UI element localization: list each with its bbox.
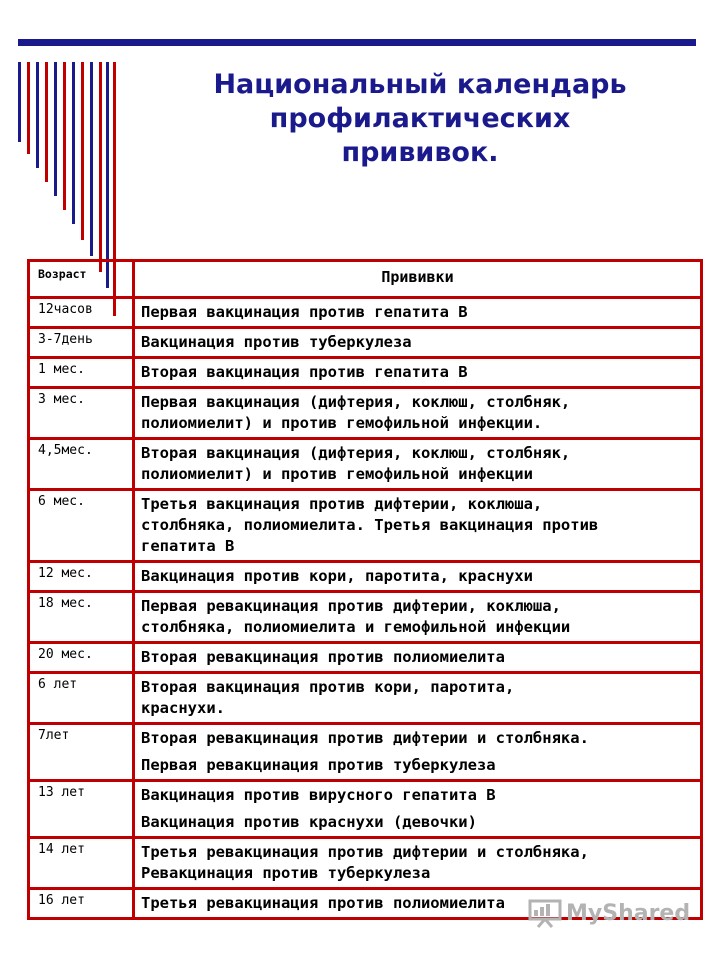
row-vaccination [134,838,702,889]
row-vaccination [134,298,702,328]
decorative-line [45,62,48,182]
decorative-line [36,62,39,168]
table-header-row [29,261,702,298]
vaccination-text-line: Вторая ревакцинация против полиомиелита [141,648,505,666]
vaccination-text-line: Третья ревакцинация против дифтерии и столбняка, [141,843,589,861]
header-vaccinations: Прививки [134,261,702,298]
decorative-line [63,62,66,210]
watermark-text: MyShared [566,900,691,926]
vaccination-text-line: Вакцинация против туберкулеза [141,333,412,351]
table-row [29,838,702,889]
table-row [29,673,702,724]
table-row [29,643,702,673]
row-age: 18 мес. [29,592,134,643]
table-row [29,328,702,358]
vaccination-text-line: Первая ревакцинация против дифтерии, коклюша, [141,597,561,615]
vaccination-text-line: Вторая вакцинация (дифтерия, коклюш, столбняк, [141,444,571,462]
vaccination-text-line: Вакцинация против краснухи (девочки) [141,813,477,831]
vaccination-text-line: Вторая вакцинация против кори, паротита, [141,678,515,696]
row-vaccination [134,439,702,490]
row-vaccination [134,673,702,724]
row-vaccination [134,388,702,439]
vaccination-text-line: столбняка, полиомиелита. Третья вакцинация против [141,516,599,534]
vaccination-text-line: Первая ревакцинация против туберкулеза [141,756,496,774]
vaccination-text-line: Вакцинация против вирусного гепатита В [141,786,496,804]
decorative-line [106,62,109,288]
header-age: Возраст [29,261,134,298]
row-age: 13 лет [29,781,134,838]
vaccination-text-line: Третья ревакцинация против полиомиелита [141,894,505,912]
row-vaccination [134,562,702,592]
decorative-line [90,62,93,256]
vaccination-text-line: Первая вакцинация (дифтерия, коклюш, столбняк, [141,393,571,411]
table-row [29,781,702,838]
table-row [29,490,702,562]
table-row [29,298,702,328]
title-line-1: Национальный календарь [213,69,627,100]
presentation-board-icon [528,898,562,928]
vaccination-calendar-table [27,259,703,920]
row-age: 12часов [29,298,134,328]
row-age: 4,5мес. [29,439,134,490]
row-age: 3 мес. [29,388,134,439]
row-vaccination [134,328,702,358]
decorative-line [54,62,57,196]
vaccination-text-line: гепатита В [141,537,235,555]
table-row [29,562,702,592]
vaccination-text-line: Вторая ревакцинация против дифтерии и столбняка. [141,729,589,747]
table-row [29,724,702,781]
vaccination-text-line: Ревакцинация против туберкулеза [141,864,431,882]
vaccination-text-line: краснухи. [141,699,225,717]
top-divider-bar [18,39,696,46]
row-vaccination [134,592,702,643]
table-row [29,439,702,490]
row-age: 16 лет [29,889,134,919]
title-line-3: прививок. [341,137,499,168]
decorative-line [81,62,84,240]
page-title [160,68,680,170]
decorative-line [99,62,102,272]
vaccination-text-line: полиомиелит) и против гемофильной инфекции [141,465,533,483]
myshared-watermark [528,898,690,928]
vaccination-text-line: столбняка, полиомиелита и гемофильной инфекции [141,618,571,636]
row-vaccination [134,781,702,838]
row-vaccination [134,490,702,562]
row-age: 6 лет [29,673,134,724]
vaccination-text-line: Вторая вакцинация против гепатита В [141,363,468,381]
row-age: 20 мес. [29,643,134,673]
vaccination-text-line: Третья вакцинация против дифтерии, коклюша, [141,495,543,513]
title-line-2: профилактических [269,103,571,134]
table-row [29,388,702,439]
vaccination-text-line: Первая вакцинация против гепатита В [141,303,468,321]
row-vaccination [134,358,702,388]
decorative-line [72,62,75,224]
vaccination-text-line: Вакцинация против кори, паротита, краснухи [141,567,533,585]
decorative-line [27,62,30,154]
row-age: 12 мес. [29,562,134,592]
row-age: 14 лет [29,838,134,889]
table-row [29,358,702,388]
vaccination-text-line: полиомиелит) и против гемофильной инфекции. [141,414,543,432]
row-vaccination [134,724,702,781]
row-vaccination [134,643,702,673]
decorative-line [18,62,21,142]
row-age: 6 мес. [29,490,134,562]
table-row [29,592,702,643]
row-age: 7лет [29,724,134,781]
row-age: 1 мес. [29,358,134,388]
row-age: 3-7день [29,328,134,358]
